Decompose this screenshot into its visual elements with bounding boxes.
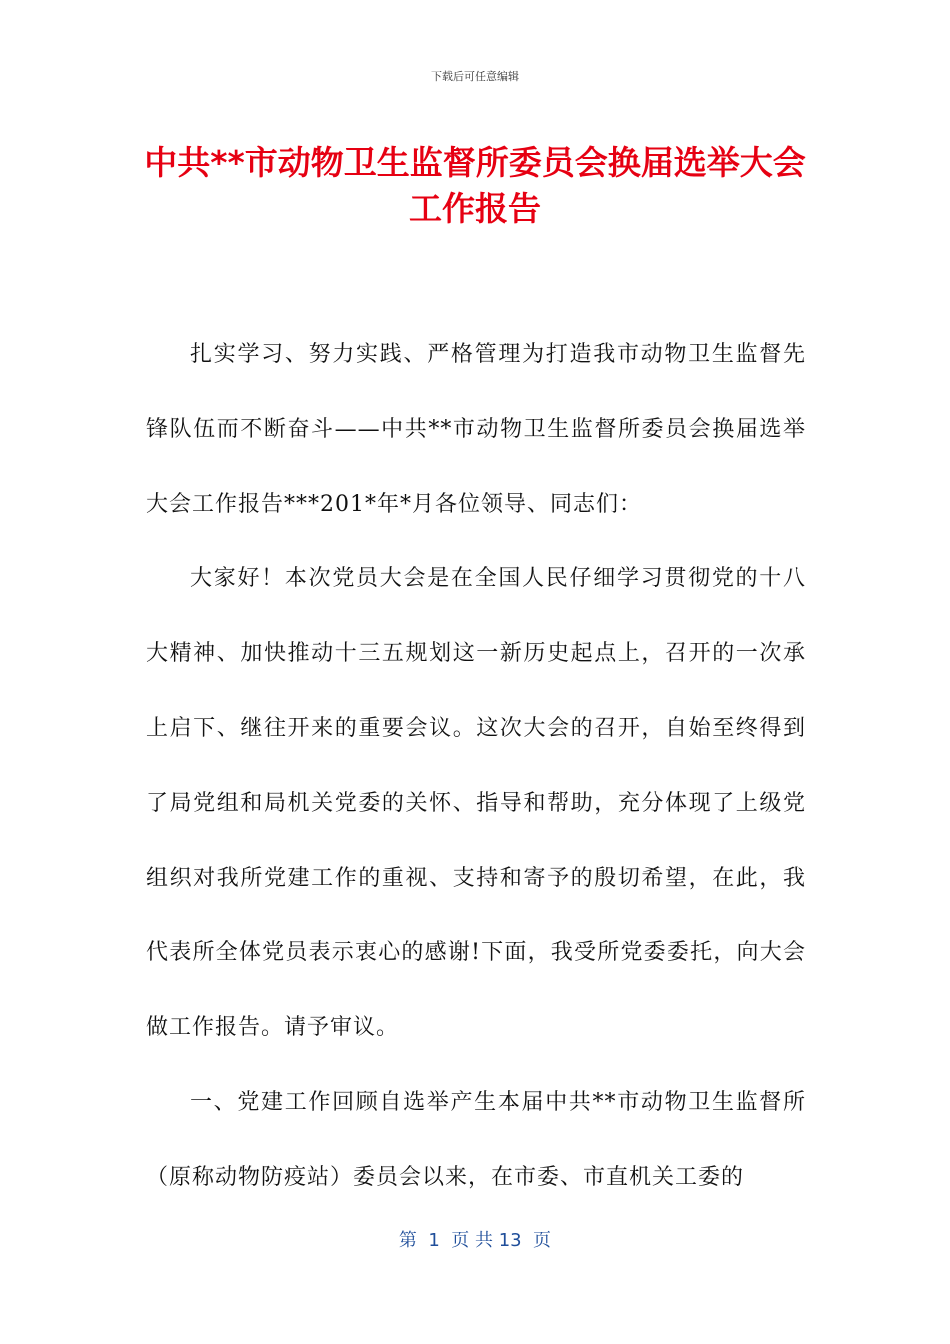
paragraph-3: 一、党建工作回顾自选举产生本届中共**市动物卫生监督所（原称动物防疫站）委员会以来，在市委、市直机关工委的: [146, 1089, 806, 1190]
header-note: 下载后可任意编辑: [431, 70, 519, 83]
paragraph-1: 扎实学习、努力实践、严格管理为打造我市动物卫生监督先锋队伍而不断奋斗——中共**市动物卫生监督所委员会换届选举大会工作报告***201*年*月各位领导、同志们：: [146, 342, 806, 517]
page-number-footer: 第 1 页 共 13 页: [398, 1230, 552, 1251]
paragraph-2: 大家好！本次党员大会是在全国人民仔细学习贯彻党的十八大精神、加快推动十三五规划这一新历史起点上，召开的一次承上启下、继往开来的重要会议。这次大会的召开，自始至终得到了局党组和局机关党委的关怀、指导和帮助，充分体现了上级党组织对我所党建工作的重视、支持和寄予的殷切希望，在此，我代表所全体党员表示衷心的感谢!下面，我受所党委委托，向大会做工作报告。请予审议。: [146, 566, 806, 1041]
document-body: [146, 318, 806, 1216]
document-title: 中共**市动物卫生监督所委员会换届选举大会工作报告: [144, 143, 806, 228]
